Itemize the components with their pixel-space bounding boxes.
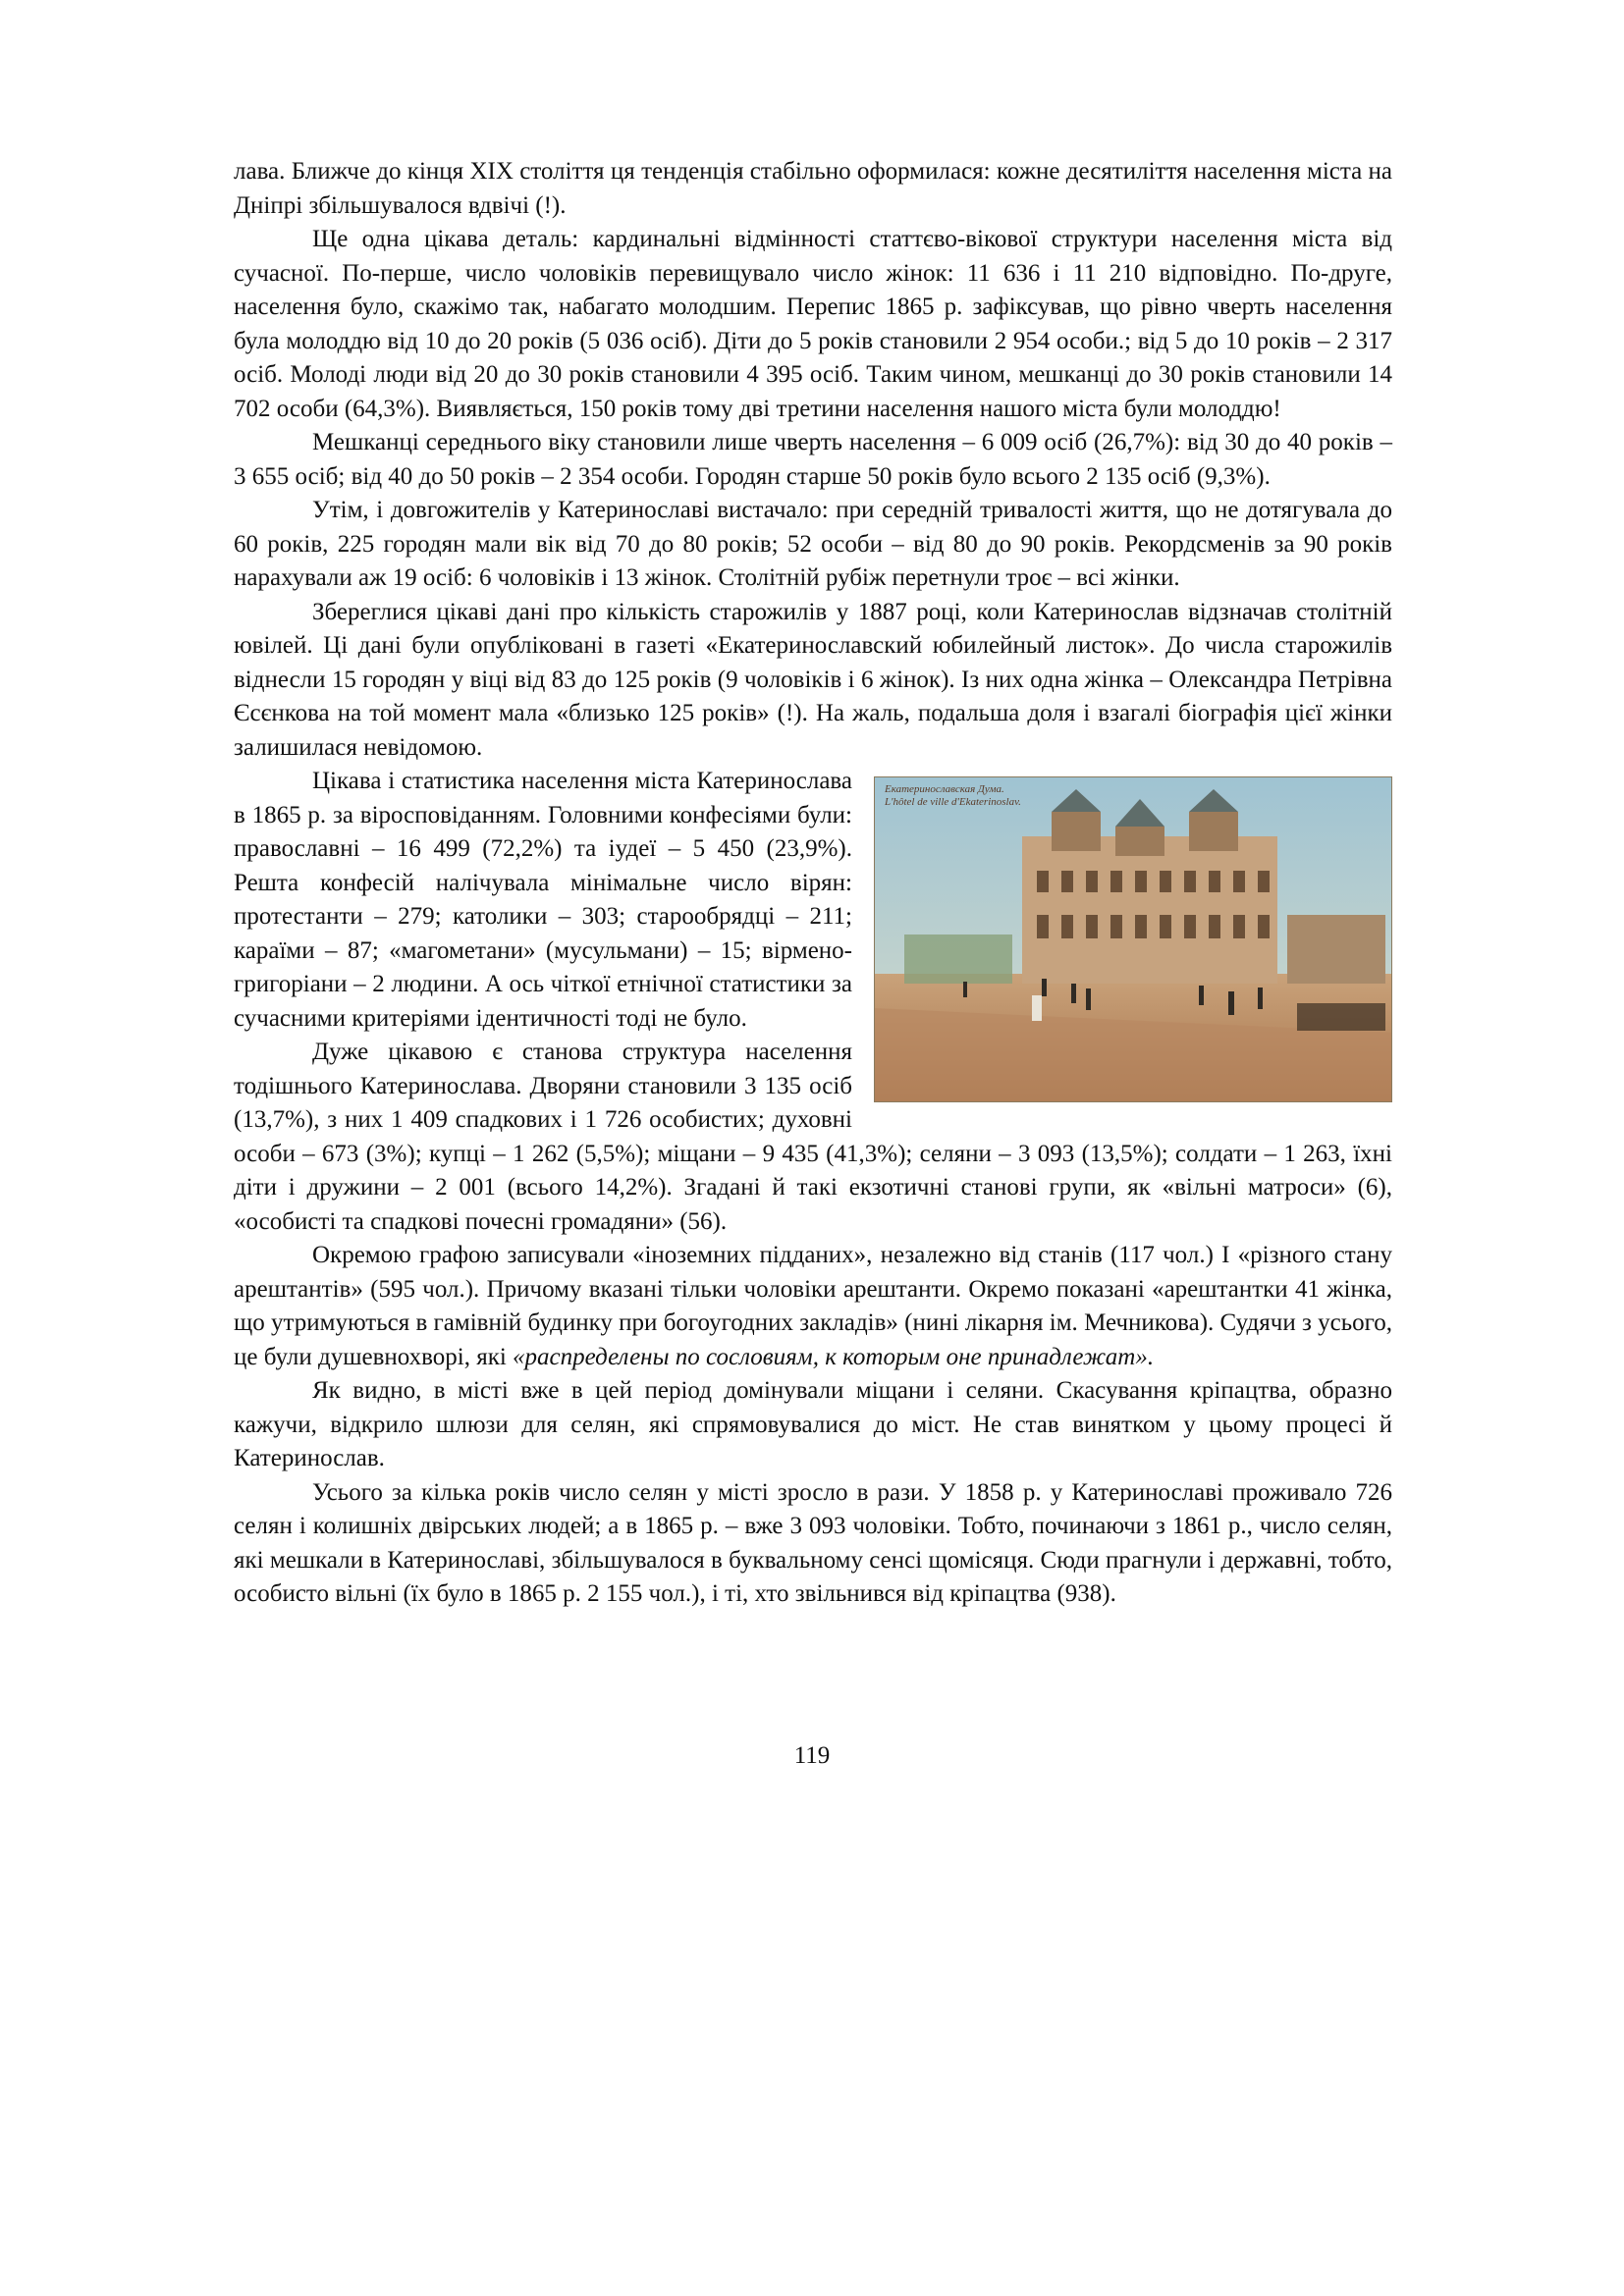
paragraph: Як видно, в місті вже в цей період домінували міщани і селяни. Скасування кріпацтва, образно кажучи, відкрило шлюзи для селян, які спрямовувалися до міст. Не став винятком у цьому процесі й Катеринослав. [234, 1377, 1392, 1471]
photo-caption [885, 783, 1021, 809]
city-duma-photo [874, 776, 1392, 1102]
paragraph-text: Окремою графою записували «іноземних підданих», незалежно від станів (117 чол.) І «різного стану арештантів» (595 чол.). Причому вказані тільки чоловіки арештанти. Окремо показані «арештантки 41 жінка, що утримуються в гамівній будинку при богоугодних закладів» (нині лікарня ім. Мечникова). Судячи з усього, це були душевнохворі, які [234, 1242, 1392, 1370]
paragraph: лава. Ближче до кінця XIX століття ця тенденція стабільно оформилася: кожне десятиліття населення міста на Дніпрі збільшувалося вдвічі (!). [234, 158, 1392, 219]
paragraph: Утім, і довгожителів у Катеринославі вистачало: при середній тривалості життя, що не дотягувала до 60 років, 225 городян мали вік від 70 до 80 років; 52 особи – від 80 до 90 років. Рекордсменів за 90 років нарахували аж 19 осіб: 6 чоловіків і 13 жінок. Столітній рубіж перетнули троє – всі жінки. [234, 497, 1392, 591]
paragraph: Дуже цікавою є станова структура населення тодішнього Катеринослава. Дворяни становили 3 135 осіб (13,7%), з них 1 409 спадкових і 1 726 особистих; духовні особи – 673 (3%); купці – 1 262 (5,5%); міщани – 9 435 (41,3%); селяни – 3 093 (13,5%); солдати – 1 263, їхні діти і дружини – 2 001 (всього 14,2%). Згадані й такі екзотичні станові групи, як «вільні матроси» (6), «особисті та спадкові почесні громадяни» (56). [234, 1039, 1392, 1235]
page-body [234, 155, 1392, 1612]
figure-wrap [234, 765, 1392, 1239]
paragraph: Збереглися цікаві дані про кількість старожилів у 1887 році, коли Катеринослав відзначав столітній ювілей. Ці дані були опубліковані в газеті «Екатеринославский юбилейный листок». До числа старожилів віднесли 15 городян у віці від 83 до 125 років (9 чоловіків і 6 жінок). Із них одна жінка – Олександра Петрівна Єсєнкова на той момент мала «близько 125 років» (!). На жаль, подальша доля і взагалі біографія цієї жінки залишилася невідомою. [234, 598, 1392, 761]
paragraph: Цікава і статистика населення міста Катеринослава в 1865 р. за віросповіданням. Головними конфесіями були: православні – 16 499 (72,2%) та іудеї – 5 450 (23,9%). Решта конфесій налічувала мінімальне число вірян: протестанти – 279; католики – 303; старообрядці – 211; караїми – 87; «магометани» (мусульмани) – 15; вірмено-григоріани – 2 людини. А ось чіткої етнічної статистики за сучасними критеріями ідентичності тоді не було. [234, 768, 852, 1032]
building-illustration [875, 777, 1391, 1101]
paragraph: Усього за кілька років число селян у місті зросло в рази. У 1858 р. у Катеринославі проживало 726 селян і колишніх двірських людей; а в 1865 р. – вже 3 093 чоловіки. Тобто, починаючи з 1861 р., число селян, які мешкали в Катеринославі, збільшувалося в буквальному сенсі щомісяця. Сюди прагнули і державні, тобто, особисто вільні (їх було в 1865 р. 2 155 чол.), і ті, хто звільнився від кріпацтва (938). [234, 1478, 1392, 1607]
paragraph: Мешканці середнього віку становили лише чверть населення – 6 009 осіб (26,7%): від 30 до 40 років – 3 655 осіб; від 40 до 50 років – 2 354 особи. Городян старше 50 років було всього 2 135 осіб (9,3%). [234, 429, 1392, 490]
photo-caption-line: L'hôtel de ville d'Ekaterinoslav. [885, 796, 1021, 808]
photo-caption-line: Екатеринославская Дума. [885, 783, 1004, 795]
russian-quote: «распределены по сословиям, к которым оне принадлежат». [513, 1343, 1155, 1370]
page-number: 119 [793, 1742, 831, 1769]
paragraph: Ще одна цікава деталь: кардинальні відмінності статтєво-вікової структури населення міста від сучасної. По-перше, число чоловіків перевищувало число жінок: 11 636 і 11 210 відповідно. По-друге, населення було, скажімо так, набагато молодшим. Перепис 1865 р. зафіксував, що рівно чверть населення була молоддю від 10 до 20 років (5 036 осіб). Діти до 5 років становили 2 954 особи.; від 5 до 10 років – 2 317 осіб. Молоді люди від 20 до 30 років становили 4 395 осіб. Таким чином, мешканці до 30 років становили 14 702 особи (64,3%). Виявляється, 150 років тому дві третини населення нашого міста були молоддю! [234, 226, 1392, 422]
paragraph [234, 1239, 1392, 1374]
